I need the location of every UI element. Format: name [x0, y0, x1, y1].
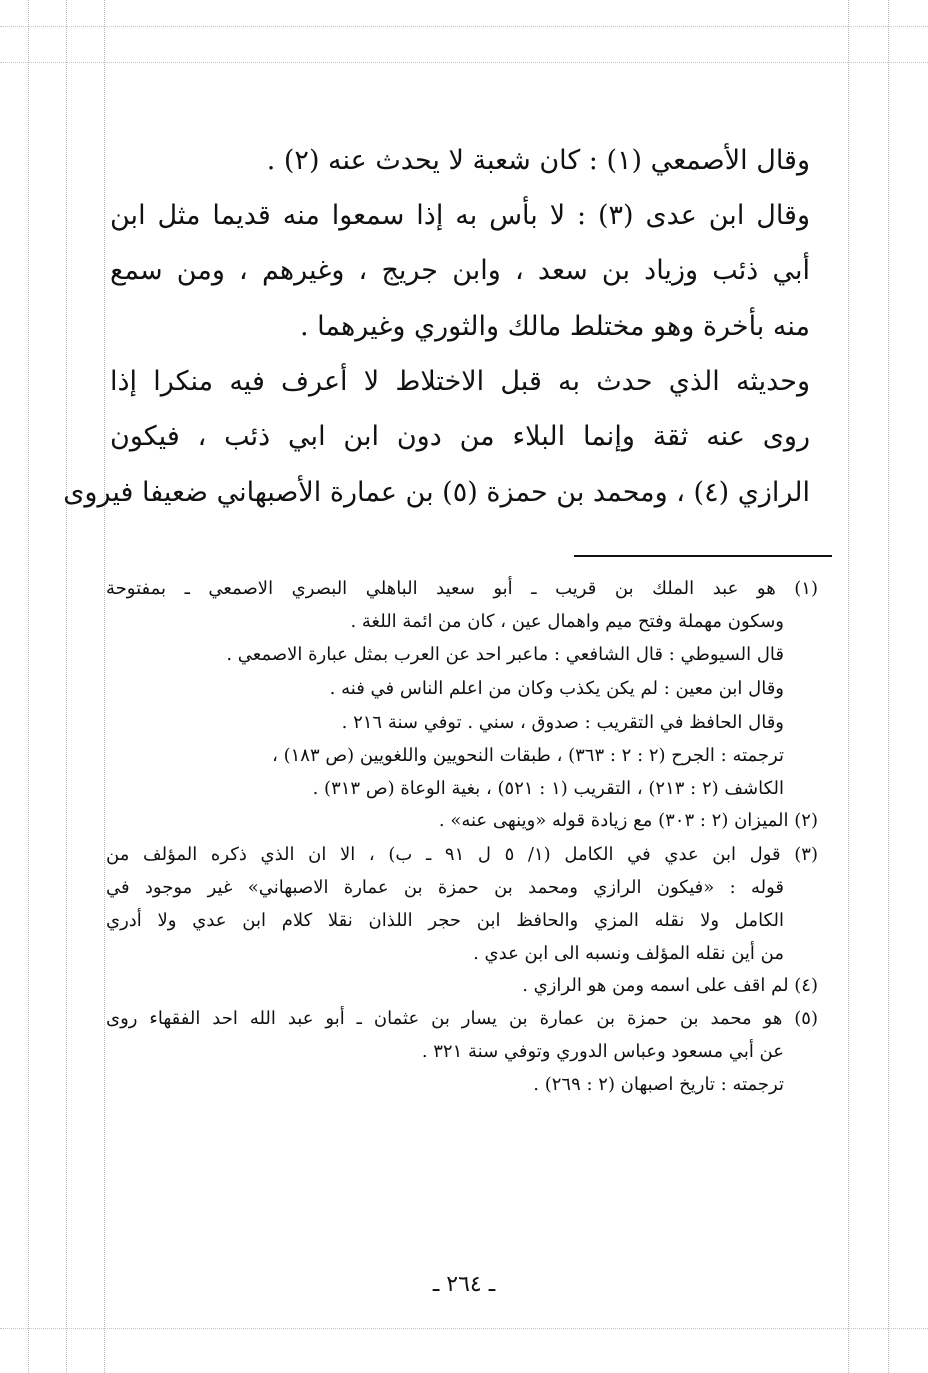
footnote-line: عن أبي مسعود وعباس الدوري وتوفي سنة ٣٢١ .: [421, 1041, 784, 1062]
footnote-line: (٤) لم اقف على اسمه ومن هو الرازي .: [522, 975, 818, 996]
footnote-line: وسكون مهملة وفتح ميم واهمال عين ، كان من ائمة اللغة .: [350, 611, 784, 632]
main-line: وحديثه الذي حدث به قبل الاختلاط لا أعرف فيه منكرا إذا: [110, 366, 810, 397]
footnote-line: وقال ابن معين : لم يكن يكذب وكان من اعلم الناس في فنه .: [329, 678, 784, 699]
footnote-line: من أين نقله المؤلف ونسبه الى ابن عدي .: [473, 943, 784, 964]
footnote-line: (٢) الميزان (٢ : ٣٠٣) مع زيادة قوله «وينهى عنه» .: [438, 810, 818, 831]
footnote-line: الكامل ولا نقله المزي والحافظ ابن حجر اللذان نقلا كلام ابن عدي ولا أدري: [106, 910, 784, 931]
main-line: روى عنه ثقة وإنما البلاء من دون ابن ابي ذئب ، فيكون: [110, 421, 810, 452]
footnote-line: قال السيوطي : قال الشافعي : ماعبر احد عن العرب بمثل عبارة الاصمعي .: [226, 644, 784, 665]
footnote-line: ترجمته : الجرح (٢ : ٢ : ٣٦٣) ، طبقات النحويين واللغويين (ص ١٨٣) ،: [272, 745, 784, 766]
footnote-line: (٣) قول ابن عدي في الكامل (١/ ٥ ل ٩١ ـ ب) ، الا ان الذي ذكره المؤلف من: [106, 844, 818, 865]
footnote-line: (٥) هو محمد بن حمزة بن عمارة بن يسار بن عثمان ـ أبو عبد الله احد الفقهاء روى: [106, 1008, 818, 1029]
footnote-line: (١) هو عبد الملك بن قريب ـ أبو سعيد الباهلي البصري الاصمعي ـ بمفتوحة: [106, 578, 818, 599]
footnote-line: وقال الحافظ في التقريب : صدوق ، سني . توفي سنة ٢١٦ .: [341, 712, 784, 733]
footnote-line: ترجمته : تاريخ اصبهان (٢ : ٢٦٩) .: [533, 1074, 784, 1095]
page-number: ـ ٢٦٤ ـ: [432, 1272, 496, 1297]
main-line: منه بأخرة وهو مختلط مالك والثوري وغيرهما .: [299, 311, 810, 342]
footnote-line: قوله : «فيكون الرازي ومحمد بن حمزة بن عمارة الاصبهاني» غير موجود في: [106, 877, 784, 898]
footnote-line: الكاشف (٢ : ٢١٣) ، التقريب (١ : ٥٢١) ، بغية الوعاة (ص ٣١٣) .: [312, 778, 784, 799]
footnote-separator: [574, 555, 832, 557]
main-line: الرازي (٤) ، ومحمد بن حمزة (٥) بن عمارة الأصبهاني ضعيفا فيروى: [63, 477, 810, 508]
main-line: وقال الأصمعي (١) : كان شعبة لا يحدث عنه (٢) .: [266, 145, 810, 176]
main-line: أبي ذئب وزياد بن سعد ، وابن جريج ، وغيرهم ، ومن سمع: [110, 255, 810, 286]
main-line: وقال ابن عدى (٣) : لا بأس به إذا سمعوا منه قديما مثل ابن: [110, 200, 810, 231]
